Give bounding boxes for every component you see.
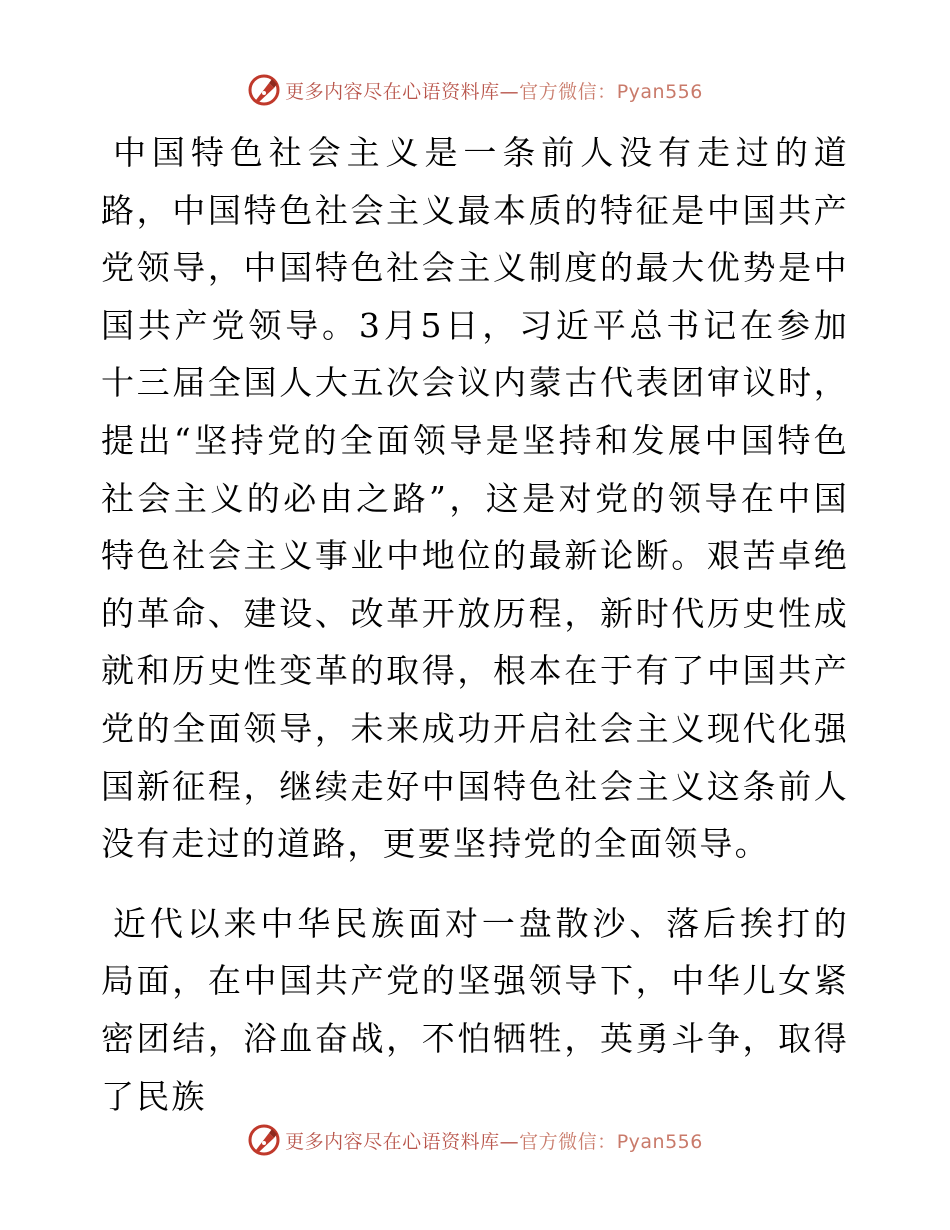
pen-nib-logo-icon [247,73,281,107]
watermark-dash: — [499,1130,520,1153]
watermark-main-text: 更多内容尽在心语资料库 [285,1130,500,1153]
paragraph-1: 中国特色社会主义是一条前人没有走过的道路，中国特色社会主义最本质的特征是中国共产党领导，中国特色社会主义制度的最大优势是中国共产党领导。3月5日，习近平总书记在参加十三届全国人大五次会议内蒙古代表团审议时，提出“坚持党的全面领导是坚持和发展中国特色社会主义的必由之路”，这是对党的领导在中国特色社会主义事业中地位的最新论断。艰苦卓绝的革命、建设、改革开放历程，新时代历史性成就和历史性变革的取得，根本在于有了中国共产党的全面领导，未来成功开启社会主义现代化强国新征程，继续走好中国特色社会主义这条前人没有走过的道路，更要坚持党的全面领导。 [101,133,849,864]
watermark-wechat-label: 官方微信： [519,1130,617,1153]
document-body [101,124,849,1125]
paragraph-2: 近代以来中华民族面对一盘散沙、落后挨打的局面，在中国共产党的坚强领导下，中华儿女紧密团结，浴血奋战，不怕牺牲，英勇斗争，取得了民族 [101,903,849,1116]
footer-watermark [0,1122,950,1158]
pen-nib-logo-icon [247,1123,281,1157]
header-watermark [0,72,950,108]
watermark-main-text: 更多内容尽在心语资料库 [285,80,500,103]
watermark-wechat-id: Pyan556 [616,80,703,103]
watermark-wechat-id: Pyan556 [616,1130,703,1153]
watermark-dash: — [499,80,520,103]
watermark-wechat-label: 官方微信： [519,80,617,103]
